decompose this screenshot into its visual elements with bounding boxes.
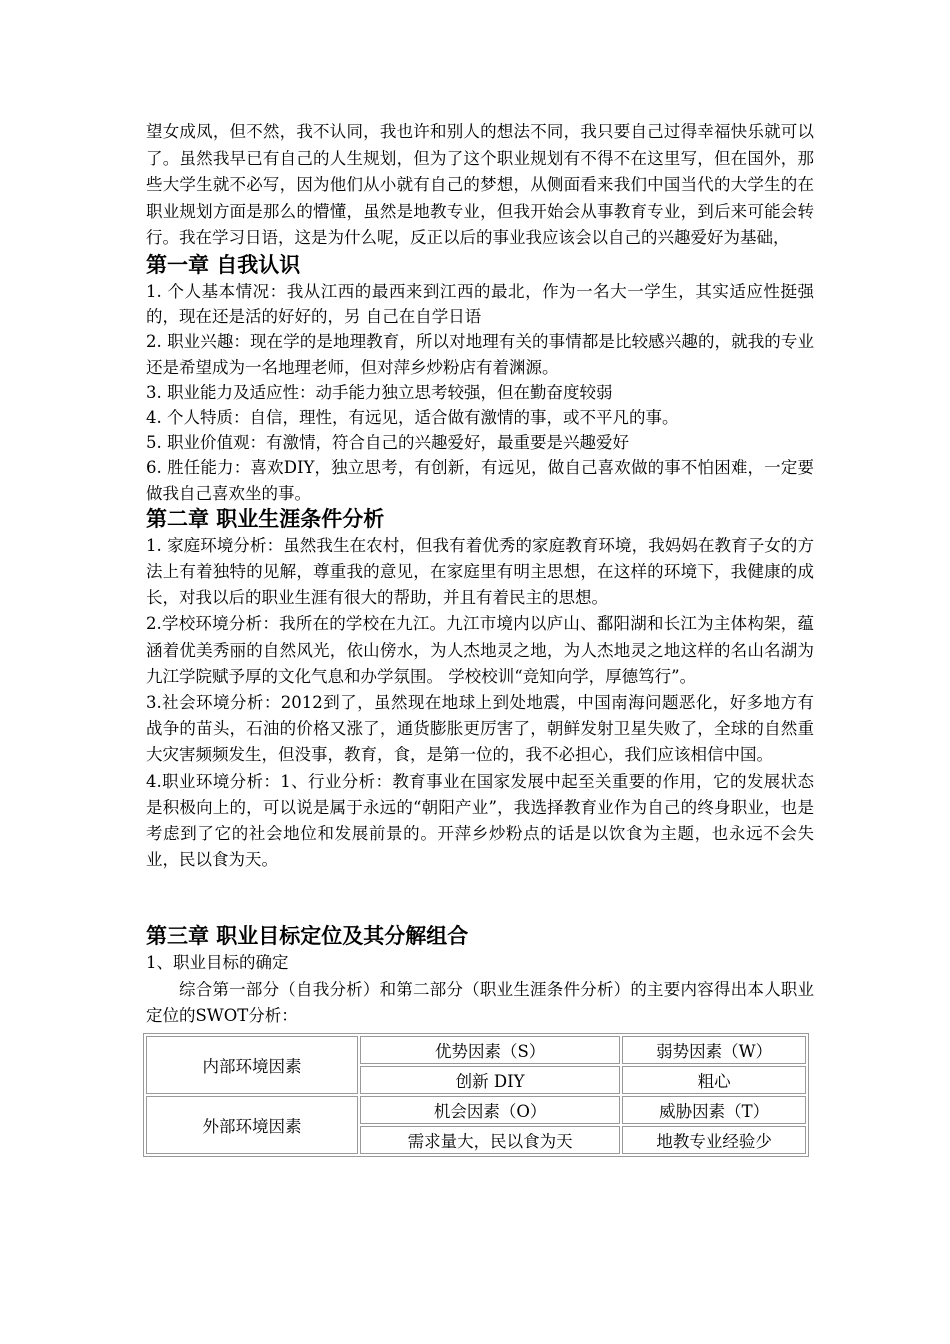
swot-opportunity-label: 机会因素（O） (360, 1096, 620, 1124)
swot-internal-label: 内部环境因素 (146, 1036, 358, 1094)
swot-opportunity-value: 需求量大，民以食为天 (360, 1126, 620, 1154)
chapter3-subheading: 1、职业目标的确定 (146, 953, 289, 973)
chapter1-item: 3. 职业能力及适应性：动手能力独立思考较强，但在勤奋度较弱 (146, 382, 613, 402)
swot-strength-value: 创新 DIY (360, 1066, 620, 1094)
chapter1-item: 1. 个人基本情况：我从江西的最西来到江西的最北，作为一名大一学生，其实适应性挺强的，现在还是活的好好的，另 自己在自学日语 (146, 281, 814, 327)
chapter1-item: 6. 胜任能力：喜欢DIY，独立思考，有创新，有远见，做自己喜欢做的事不怕困难，一定要做我自己喜欢坐的事。 (146, 458, 814, 503)
intro-paragraph: 望女成凤，但不然，我不认同，我也许和别人的想法不同，我只要自己过得幸福快乐就可以了。虽然我早已有自己的人生规划，但为了这个职业规划有不得不在这里写，但在国外，那些大学生就不必写，因为他们从小就有自己的梦想，从侧面看来我们中国当代的大学生的在职业规划方面是那么的懵懂，虽然是地教专业，但我开始会从事教育专业，到后来可能会转行。我在学习日语，这是为什么呢，反正以后的事业我应该会以自己的兴趣爱好为基础， (146, 122, 814, 248)
swot-external-label: 外部环境因素 (146, 1096, 358, 1154)
swot-table (143, 1033, 809, 1157)
swot-strength-label: 优势因素（S） (360, 1036, 620, 1064)
chapter1-item: 4. 个人特质：自信，理性，有远见，适合做有激情的事，或不平凡的事。 (146, 407, 679, 427)
swot-weakness-value: 粗心 (622, 1066, 806, 1094)
document-page (146, 119, 814, 1157)
chapter2-title: 第二章 职业生涯条件分析 (146, 506, 385, 531)
chapter2-item: 2.学校环境分析：我所在的学校在九江。九江市境内以庐山、鄱阳湖和长江为主体构架，蕴涵着优美秀丽的自然风光，依山傍水，为人杰地灵之地，为人杰地灵之地这样的名山名湖为九江学院赋予厚的文化气息和办学氛围。 学校校训“竞知向学，厚德笃行”。 (146, 614, 814, 686)
swot-threat-value: 地教专业经验少 (622, 1126, 806, 1154)
section-spacer (146, 873, 814, 923)
chapter3-title: 第三章 职业目标定位及其分解组合 (146, 924, 469, 949)
chapter1-item: 2. 职业兴趣：现在学的是地理教育，所以对地理有关的事情都是比较感兴趣的，就我的专业还是希望成为一名地理老师，但对萍乡炒粉店有着渊源。 (146, 332, 814, 377)
chapter2-item: 4.职业环境分析：1、行业分析：教育事业在国家发展中起至关重要的作用，它的发展状态是积极向上的，可以说是属于永远的“朝阳产业”，我选择教育业作为自己的终身职业，也是考虑到了它的社会地位和发展前景的。开萍乡炒粉点的话是以饮食为主题，也永远不会失业，民以食为天。 (146, 771, 814, 870)
chapter2-item: 1. 家庭环境分析：虽然我生在农村，但我有着优秀的家庭教育环境，我妈妈在教育子女的方法上有着独特的见解，尊重我的意见，在家庭里有明主思想，在这样的环境下，我健康的成长，对我以后的职业生涯有很大的帮助，并且有着民主的思想。 (146, 535, 814, 608)
chapter2-item: 3.社会环境分析：2012到了，虽然现在地球上到处地震，中国南海问题恶化，好多地方有战争的苗头，石油的价格又涨了，通货膨胀更厉害了，朝鲜发射卫星失败了，全球的自然重大灾害频频发生，但没事，教育，食，是第一位的，我不必担心，我们应该相信中国。 (146, 693, 814, 765)
chapter1-title: 第一章 自我认识 (146, 252, 301, 277)
chapter3-paragraph: 综合第一部分（自我分析）和第二部分（职业生涯条件分析）的主要内容得出本人职业定位的SWOT分析： (146, 979, 814, 1025)
chapter1-item: 5. 职业价值观：有激情，符合自己的兴趣爱好，最重要是兴趣爱好 (146, 433, 629, 453)
swot-weakness-label: 弱势因素（W） (622, 1036, 806, 1064)
swot-threat-label: 威胁因素（T） (622, 1096, 806, 1124)
